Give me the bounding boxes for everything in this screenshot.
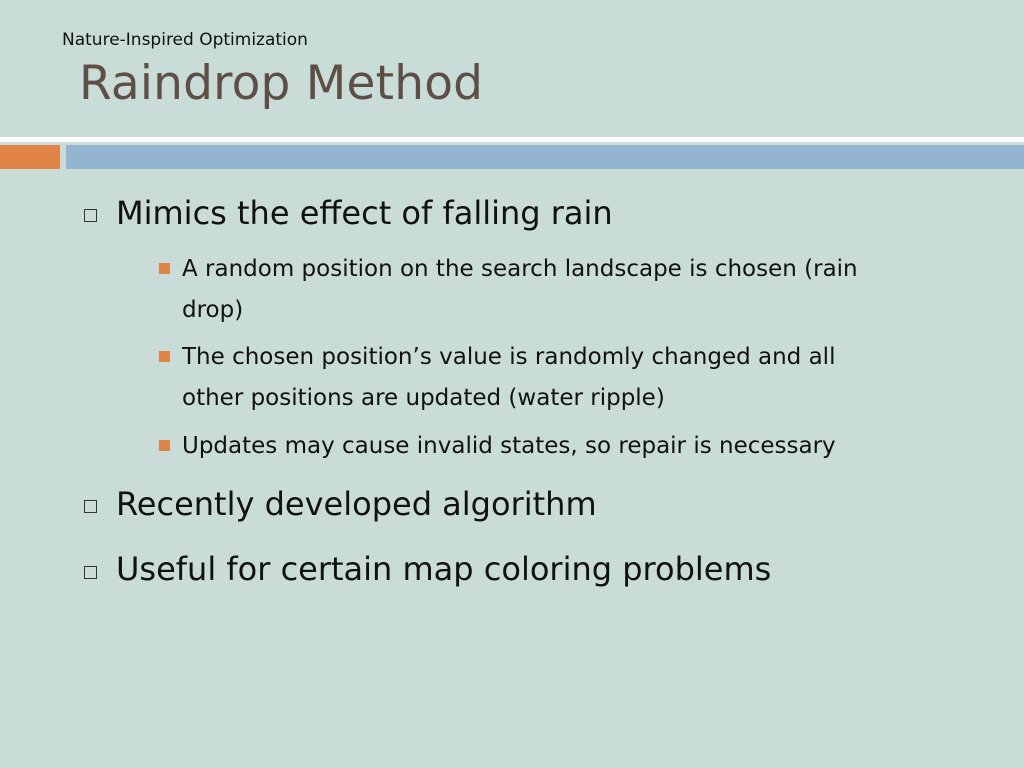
slide-supertitle: Nature-Inspired Optimization [62,30,308,50]
sub-bullet-line: Updates may cause invalid states, so repair is necessary [182,433,836,459]
hollow-square-bullet-icon [84,566,97,579]
sub-bullet-line: A random position on the search landscape is chosen (rain [182,256,858,282]
sub-bullet-line: other positions are updated (water ripple) [182,385,665,411]
orange-square-bullet-icon [159,263,170,274]
hollow-square-bullet-icon [84,500,97,513]
bullet-item: Recently developed algorithm [116,485,597,523]
slide-title: Raindrop Method [79,56,484,111]
bullet-item: Useful for certain map coloring problems [116,550,772,588]
orange-square-bullet-icon [159,351,170,362]
hollow-square-bullet-icon [84,209,97,222]
orange-square-bullet-icon [159,440,170,451]
sub-bullet-line: The chosen position’s value is randomly changed and all [182,344,836,370]
sub-bullet-line: drop) [182,297,244,323]
bullet-item: Mimics the effect of falling rain [116,194,613,232]
